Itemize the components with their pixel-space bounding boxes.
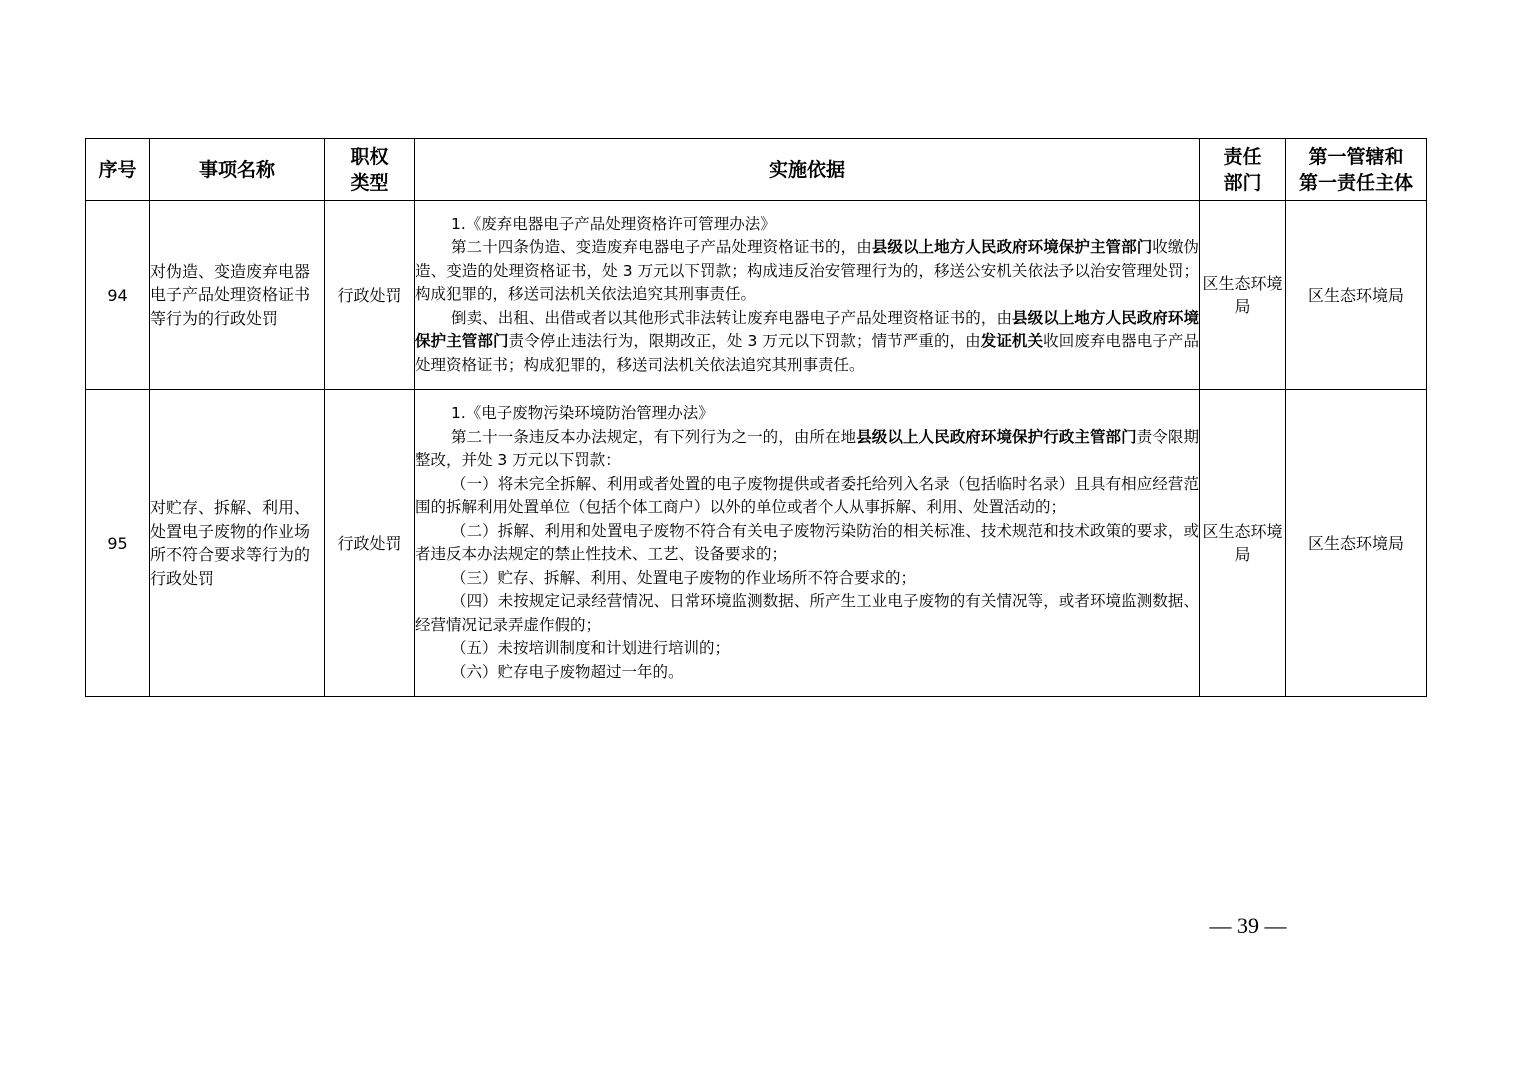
row-basis — [415, 201, 1200, 390]
basis-paragraph: 第二十四条伪造、变造废弃电器电子产品处理资格证书的，由县级以上地方人民政府环境保护主管部门收缴伪造、变造的处理资格证书，处 3 万元以下罚款；构成违反治安管理行为的，移送公安机关依法予以治安管理处罚；构成犯罪的，移送司法机关依法追究其刑事责任。 — [415, 238, 1199, 304]
row-item-name: 对伪造、变造废弃电器电子产品处理资格证书等行为的行政处罚 — [150, 201, 325, 390]
row-dept: 区生态环境局 — [1200, 201, 1286, 390]
basis-law-title: 1.《废弃电器电子产品处理资格许可管理办法》 — [451, 214, 776, 233]
basis-paragraph: 倒卖、出租、出借或者以其他形式非法转让废弃电器电子产品处理资格证书的，由县级以上地方人民政府环境保护主管部门责令停止违法行为，限期改正，处 3 万元以下罚款；情节严重的，由发证机关收回废弃电器电子产品处理资格证书；构成犯罪的，移送司法机关依法追究其刑事责任。 — [415, 308, 1199, 374]
basis-item: （五）未按培训制度和计划进行培训的； — [451, 639, 731, 657]
row-subject: 区生态环境局 — [1286, 201, 1427, 390]
row-seq: 94 — [86, 201, 150, 390]
row-basis — [415, 390, 1200, 697]
header-type: 职权 类型 — [325, 139, 415, 201]
page-number: — 39 — — [1209, 913, 1287, 938]
header-seq: 序号 — [86, 139, 150, 201]
basis-item: （一）将未完全拆解、利用或者处置的电子废物提供或者委托给列入名录（包括临时名录）且具有相应经营范围的拆解利用处置单位（包括个体工商户）以外的单位或者个人从事拆解、利用、处置活动的； — [415, 474, 1199, 516]
basis-item: （二）拆解、利用和处置电子废物不符合有关电子废物污染防治的相关标准、技术规范和技术政策的要求，或者违反本办法规定的禁止性技术、工艺、设备要求的； — [415, 521, 1199, 563]
table-row — [86, 390, 1427, 697]
header-basis: 实施依据 — [415, 139, 1200, 201]
basis-paragraph: 第二十一条违反本办法规定，有下列行为之一的，由所在地县级以上人民政府环境保护行政主管部门责令限期整改，并处 3 万元以下罚款： — [415, 427, 1199, 469]
row-item-name: 对贮存、拆解、利用、处置电子废物的作业场所不符合要求等行为的行政处罚 — [150, 390, 325, 697]
row-type: 行政处罚 — [325, 201, 415, 390]
enforcement-table — [85, 138, 1427, 697]
header-subject: 第一管辖和 第一责任主体 — [1286, 139, 1427, 201]
basis-law-title: 1.《电子废物污染环境防治管理办法》 — [451, 404, 714, 422]
basis-item: （六）贮存电子废物超过一年的。 — [451, 662, 684, 681]
basis-item: （三）贮存、拆解、利用、处置电子废物的作业场所不符合要求的； — [451, 568, 917, 587]
table-header-row — [86, 139, 1427, 201]
row-subject: 区生态环境局 — [1286, 390, 1427, 697]
table-row — [86, 201, 1427, 390]
basis-item: （四）未按规定记录经营情况、日常环境监测数据、所产生工业电子废物的有关情况等，或者环境监测数据、经营情况记录弄虚作假的； — [415, 592, 1199, 634]
header-dept: 责任 部门 — [1200, 139, 1286, 201]
header-name: 事项名称 — [150, 139, 325, 201]
row-seq: 95 — [86, 390, 150, 697]
row-type: 行政处罚 — [325, 390, 415, 697]
row-dept: 区生态环境局 — [1200, 390, 1286, 697]
